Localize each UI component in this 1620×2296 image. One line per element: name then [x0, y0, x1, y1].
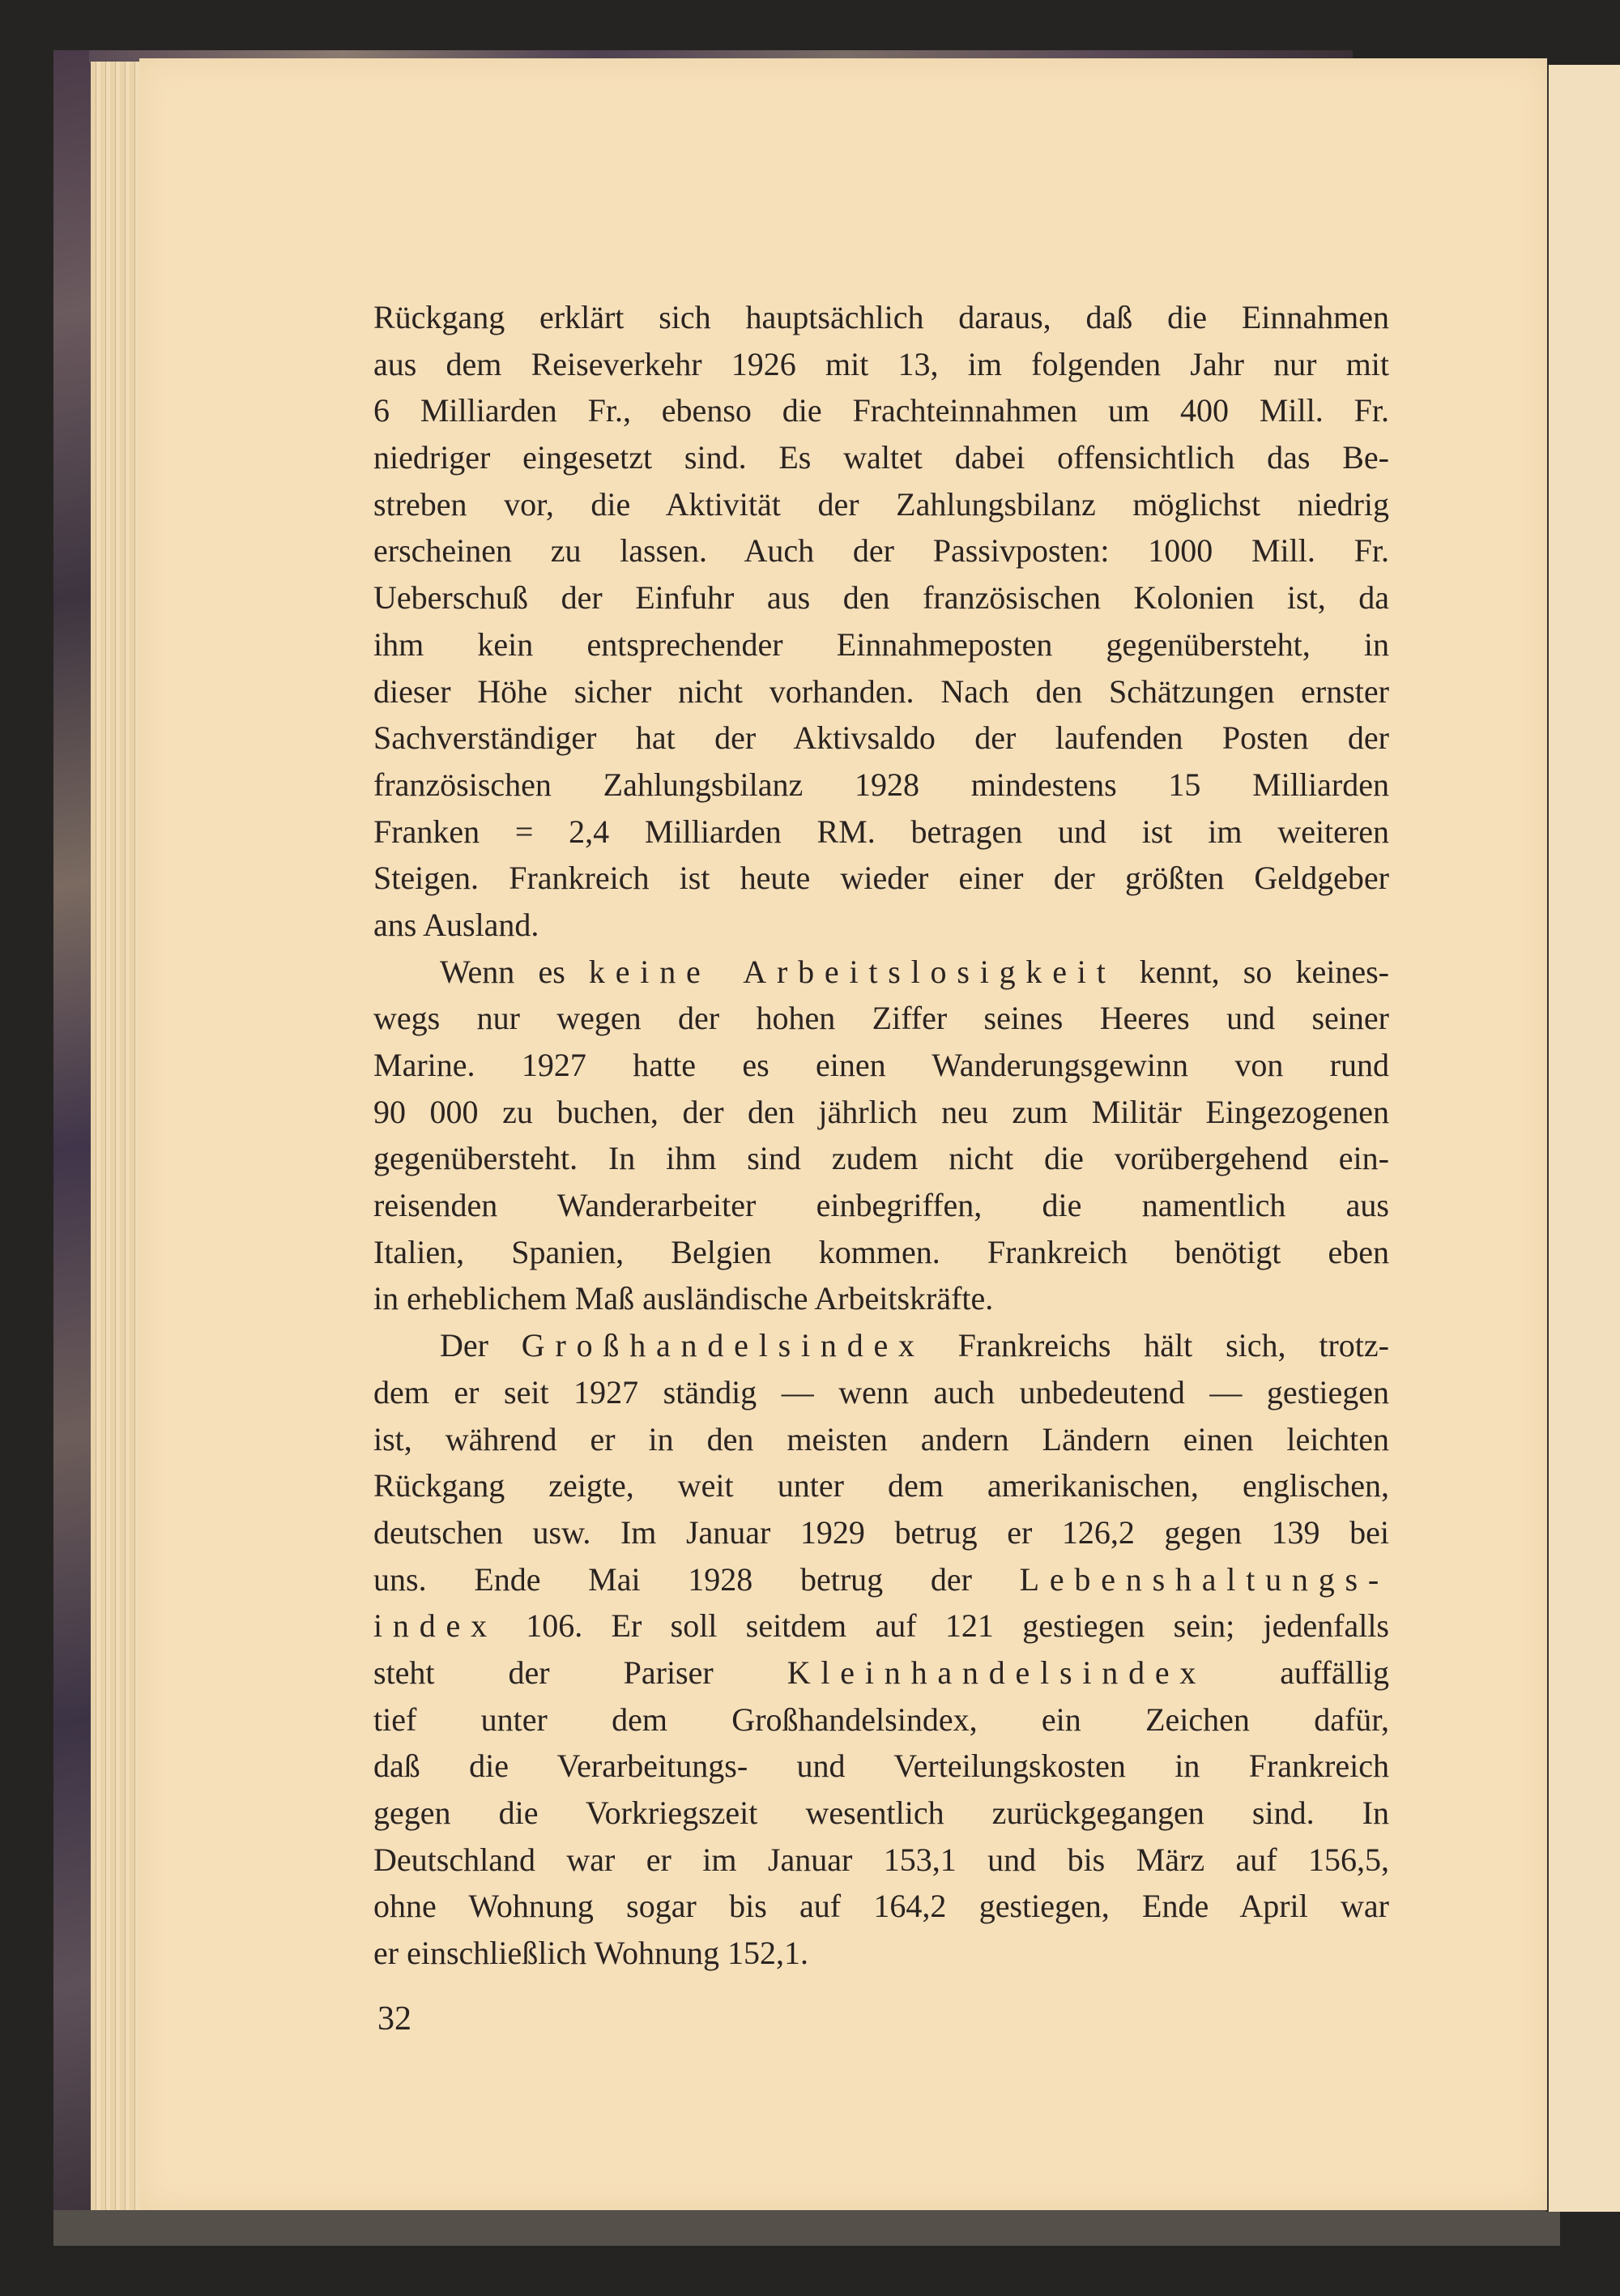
line-text: gegen die Vorkriegszeit wesentlich zurückgegangen sind. In	[373, 1795, 1389, 1831]
text-line	[373, 481, 1389, 528]
line-text: 106. Er soll seitdem auf 121 gestiegen sein; jedenfalls	[497, 1607, 1389, 1645]
line-text: auffällig	[1206, 1654, 1389, 1691]
text-line	[373, 1182, 1389, 1229]
line-text: Rückgang erklärt sich hauptsächlich daraus, daß die Einnahmen	[373, 299, 1389, 335]
line-text: Der	[440, 1327, 522, 1364]
line-text: reisenden Wanderarbeiter einbegriffen, die namentlich aus	[373, 1187, 1389, 1224]
line-text: dieser Höhe sicher nicht vorhanden. Nach den Schätzungen ernster	[373, 672, 1389, 710]
text-line	[373, 1416, 1389, 1463]
text-line	[373, 1322, 1389, 1369]
facing-page-edge	[1545, 65, 1620, 2212]
text-line	[373, 762, 1389, 809]
page-stack-edges	[91, 62, 143, 2210]
emphasized-text: Großhandelsindex	[521, 1327, 925, 1364]
text-line	[373, 1462, 1389, 1509]
emphasized-text: keine Arbeitslosigkeit	[588, 953, 1116, 990]
text-line	[373, 1042, 1389, 1089]
line-text: Wenn es	[440, 953, 589, 990]
text-line	[373, 341, 1389, 388]
text-line	[373, 527, 1389, 574]
line-text: niedriger eingesetzt sind. Es waltet dabei offensichtlich das Be-	[373, 439, 1389, 476]
text-line	[373, 1229, 1389, 1276]
text-line	[373, 1369, 1389, 1416]
body-text	[373, 294, 1389, 1977]
text-line	[373, 1275, 1389, 1322]
line-text: gegenübersteht. In ihm sind zudem nicht die vorübergehend ein-	[373, 1140, 1389, 1177]
text-line	[373, 809, 1389, 856]
line-text: 90 000 zu buchen, der den jährlich neu zum Militär Eingezogenen	[373, 1093, 1389, 1130]
line-text: Frankreichs hält sich, trotz-	[924, 1327, 1389, 1364]
text-line	[373, 294, 1389, 341]
line-text: Steigen. Frankreich ist heute wieder einer der größten Geldgeber	[373, 860, 1389, 897]
line-text: daß die Verarbeitungs- und Verteilungskosten in Frankreich	[373, 1748, 1389, 1785]
text-line	[373, 1089, 1389, 1136]
line-text: Deutschland war er im Januar 153,1 und bis März auf 156,5,	[373, 1841, 1389, 1878]
line-text: tief unter dem Großhandelsindex, ein Zeichen dafür,	[373, 1701, 1389, 1738]
line-text: steht der Pariser	[373, 1654, 787, 1691]
book-cover-bottom-edge	[53, 2210, 1560, 2246]
text-line	[373, 434, 1389, 481]
text-line	[373, 855, 1389, 902]
line-text: Sachverständiger hat der Aktivsaldo der laufenden Posten der	[373, 719, 1389, 757]
text-line	[373, 387, 1389, 434]
text-line	[373, 1509, 1389, 1556]
line-text: französischen Zahlungsbilanz 1928 mindestens 15 Milliarden	[373, 766, 1389, 803]
text-line	[373, 1649, 1389, 1696]
text-line	[373, 574, 1389, 621]
text-line	[373, 1930, 1389, 1977]
page-number: 32	[377, 2000, 411, 2038]
line-text: Ueberschuß der Einfuhr aus den französischen Kolonien ist, da	[373, 579, 1389, 617]
emphasized-text: Lebenshaltungs-	[1019, 1560, 1389, 1598]
text-line	[373, 1696, 1389, 1743]
line-text: dem er seit 1927 ständig — wenn auch unbedeutend — gestiegen	[373, 1373, 1389, 1410]
text-line	[373, 1790, 1389, 1837]
text-line	[373, 949, 1389, 996]
line-text: Rückgang zeigte, weit unter dem amerikanischen, englischen,	[373, 1467, 1389, 1504]
text-line	[373, 1837, 1389, 1884]
text-line	[373, 715, 1389, 762]
line-text: in erheblichem Maß ausländische Arbeitskräfte.	[373, 1280, 994, 1317]
line-text: erscheinen zu lassen. Auch der Passivposten: 1000 Mill. Fr.	[373, 532, 1389, 570]
line-text: deutschen usw. Im Januar 1929 betrug er 126,2 gegen 139 bei	[373, 1513, 1389, 1551]
line-text: ihm kein entsprechender Einnahmeposten gegenübersteht, in	[373, 625, 1389, 663]
line-text: er einschließlich Wohnung 152,1.	[373, 1935, 809, 1972]
line-text: aus dem Reiseverkehr 1926 mit 13, im folgenden Jahr nur mit	[373, 345, 1389, 382]
text-line	[373, 1743, 1389, 1790]
text-line	[373, 995, 1389, 1042]
line-text: ohne Wohnung sogar bis auf 164,2 gestiegen, Ende April war	[373, 1888, 1389, 1925]
line-text: ist, während er in den meisten andern Ländern einen leichten	[373, 1420, 1389, 1457]
text-line	[373, 902, 1389, 949]
text-line	[373, 1556, 1389, 1603]
line-text: streben vor, die Aktivität der Zahlungsbilanz möglichst niedrig	[373, 485, 1389, 523]
text-line	[373, 1883, 1389, 1930]
text-line	[373, 621, 1389, 668]
emphasized-text: Kleinhandelsindex	[787, 1654, 1207, 1691]
text-line	[373, 1603, 1389, 1649]
line-text: kennt, so keines-	[1115, 953, 1389, 990]
line-text: Marine. 1927 hatte es einen Wanderungsgewinn von rund	[373, 1047, 1389, 1083]
line-text: wegs nur wegen der hohen Ziffer seines Heeres und seiner	[373, 1000, 1389, 1037]
line-text: uns. Ende Mai 1928 betrug der	[373, 1560, 1020, 1598]
line-text: Italien, Spanien, Belgien kommen. Frankreich benötigt eben	[373, 1233, 1389, 1270]
line-text: 6 Milliarden Fr., ebenso die Frachteinnahmen um 400 Mill. Fr.	[373, 392, 1389, 429]
text-line	[373, 1135, 1389, 1182]
emphasized-text: index	[373, 1607, 497, 1645]
line-text: ans Ausland.	[373, 906, 539, 943]
line-text: Franken = 2,4 Milliarden RM. betragen und ist im weiteren	[373, 813, 1389, 850]
book-cover-marbled-edge	[53, 50, 94, 2246]
text-line	[373, 668, 1389, 715]
